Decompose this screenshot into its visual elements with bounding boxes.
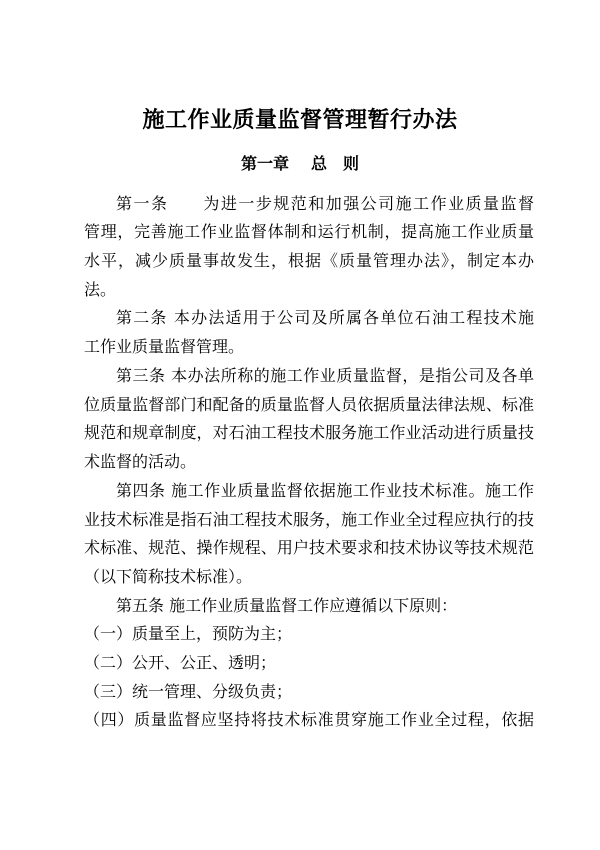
article-4-line-2: 业技术标准是指石油工程技术服务，施工作业全过程应执行的技	[84, 510, 534, 529]
article-4-line-3: 术标准、规范、操作规程、用户技术要求和技术协议等技术规范	[84, 538, 534, 557]
article-2-line-2: 工作业质量监督管理。	[84, 337, 245, 356]
article-3-line-3: 规范和规章制度，对石油工程技术服务施工作业活动进行质量技	[84, 423, 534, 442]
principle-3: （三）统一管理、分级负责；	[84, 682, 293, 701]
article-3-line-2: 位质量监督部门和配备的质量监督人员依据质量法律法规、标准	[84, 395, 534, 414]
article-4-line-1: 第四条 施工作业质量监督依据施工作业技术标准。施工作	[116, 481, 534, 500]
principle-1: （一）质量至上，预防为主；	[84, 624, 293, 643]
article-1-line-3: 水平，减少质量事故发生，根据《质量管理办法》，制定本办	[84, 251, 534, 270]
chapter-heading	[0, 152, 600, 176]
principle-4-line-1: （四）质量监督应坚持将技术标准贯穿施工作业全过程，依据	[84, 710, 534, 729]
article-1-line-1: 第一条 为进一步规范和加强公司施工作业质量监督	[116, 194, 534, 213]
article-1-line-2: 管理，完善施工作业监督体制和运行机制，提高施工作业质量	[84, 222, 534, 241]
article-5-line-1: 第五条 施工作业质量监督工作应遵循以下原则：	[116, 596, 458, 615]
article-3-line-1: 第三条 本办法所称的施工作业质量监督，是指公司及各单	[116, 366, 534, 385]
article-3-line-4: 术监督的活动。	[84, 452, 197, 471]
chapter-number: 第一章	[240, 154, 289, 173]
article-2-line-1: 第二条 本办法适用于公司及所属各单位石油工程技术施	[116, 308, 534, 327]
chapter-name: 总 则	[311, 154, 360, 173]
article-1-line-4: 法。	[84, 280, 117, 299]
principle-2: （二）公开、公正、透明；	[84, 653, 277, 672]
article-4-line-4: （以下简称技术标准）。	[84, 567, 253, 586]
document-title: 施工作业质量监督管理暂行办法	[142, 108, 458, 133]
